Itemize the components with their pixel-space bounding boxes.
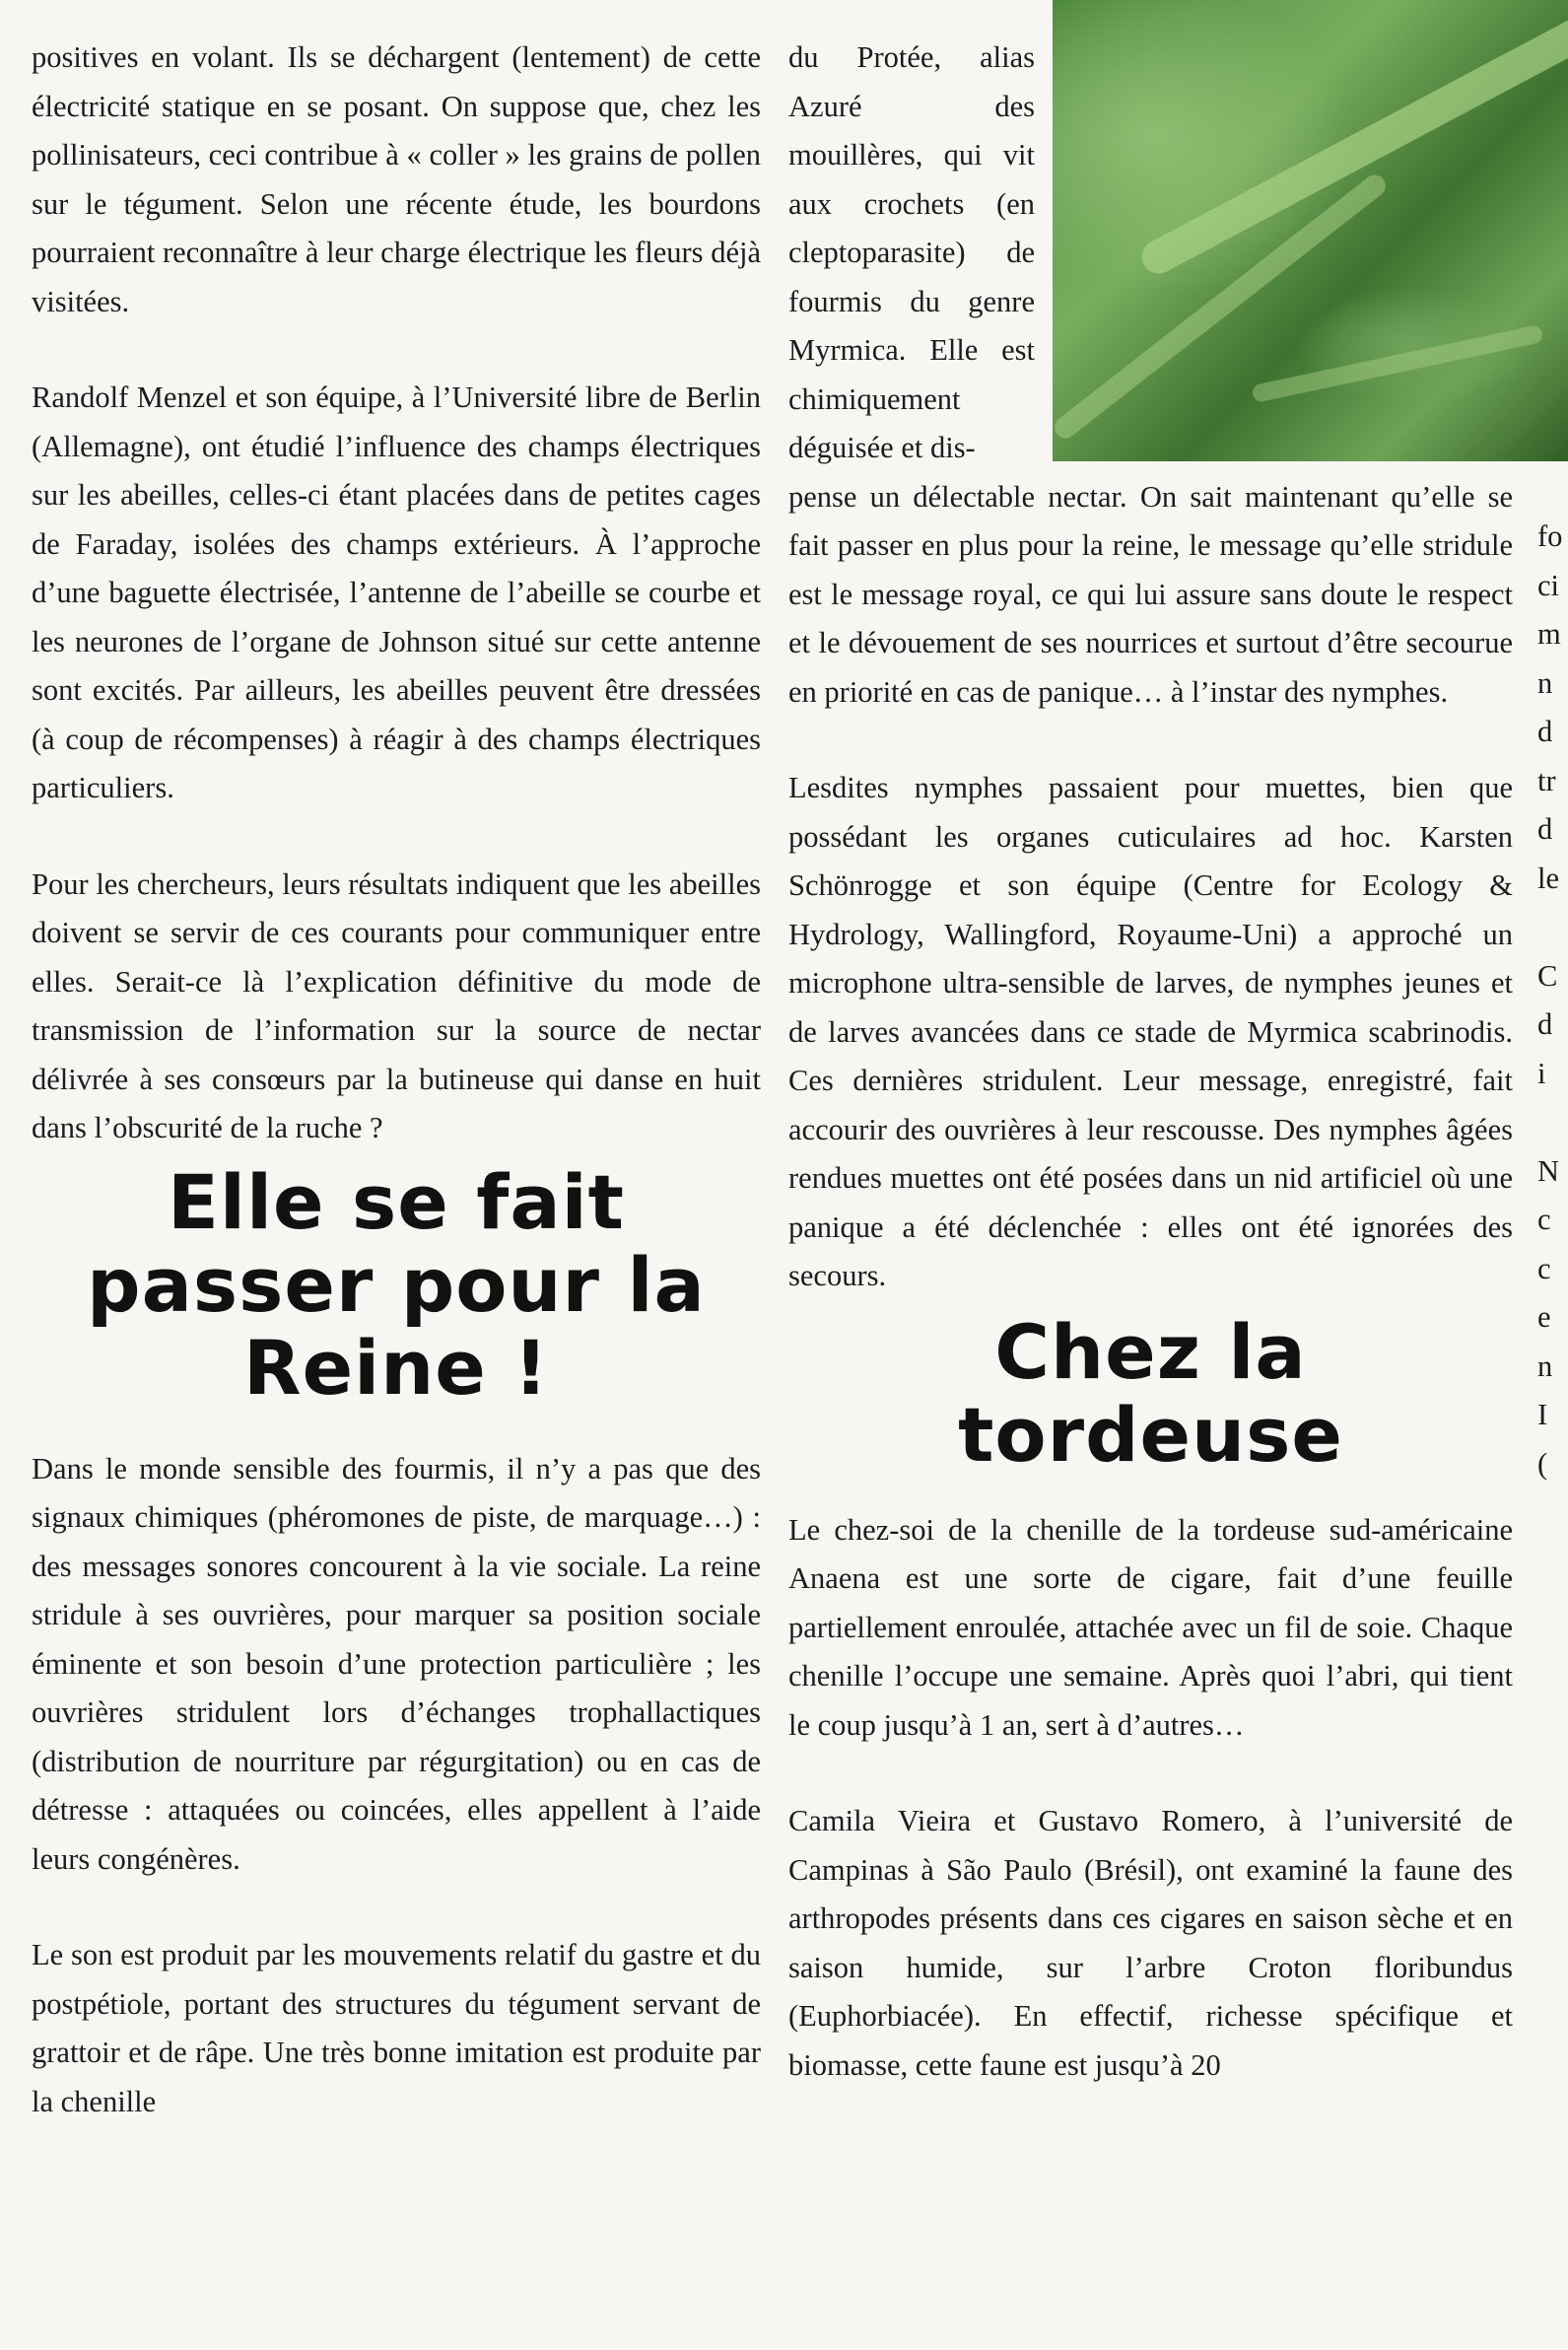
text-fragment: ci — [1537, 568, 1560, 602]
text-fragment: ( — [1537, 1446, 1548, 1481]
text-fragment — [1537, 1098, 1568, 1147]
text-fragment: le — [1537, 861, 1560, 895]
text-fragment: d — [1537, 812, 1553, 846]
text-fragment — [1537, 903, 1568, 952]
text-fragment: C — [1537, 958, 1558, 993]
paragraph: Pour les chercheurs, leurs résultats indiquent que les abeilles doivent se servir de ces courants pour communiquer entre elles. Serait-ce là l’explication définitive du mode de transmission de l’information sur la source de nectar délivrée à ses consœurs par la butineuse qui danse en huit dans l’obscurité de la ruche ? — [32, 866, 761, 1144]
text-fragment: c — [1537, 1203, 1551, 1236]
paragraph: Le son est produit par les mouvements relatif du gastre et du postpétiole, portant des structures du tégument servant de grattoir et de râpe. Une très bonne imitation est produite par la chenille — [32, 1938, 761, 2118]
text-fragment: d — [1537, 715, 1553, 748]
paragraph: Lesdites nymphes passaient pour muettes, bien que possédant les organes cuticulaires ad hoc. Karsten Schönrogge et son équipe (Centre for Ecology & Hydrology, Wallingford, Royaume-Uni) a approché un microphone ultra-sensible de larves, de nymphes jeunes et de larves avancées dans ce stade de Myrmica scabrinodis. Ces dernières stridulent. Leur message, enregistré, fait accourir des ouvrières à leur rescousse. Des nymphes âgées rendues muettes ont été posées dans un nid artificiel où une panique a été déclenchée : elles ont été ignorées des secours. — [788, 771, 1513, 1292]
paragraph: pense un délectable nectar. On sait maintenant qu’elle se fait passer en plus pour la reine, le message qu’elle stridule est le message royal, ce qui lui assure sans doute le respect et le dévouement de ses nourrices et surtout d’être secourue en priorité en cas de panique… à l’instar des nymphes. — [788, 479, 1513, 709]
text-fragment: fo — [1537, 519, 1563, 553]
text-fragment: e — [1537, 1300, 1551, 1334]
text-fragment: n — [1537, 1348, 1553, 1383]
section-heading: Chez la tordeuse — [958, 1307, 1343, 1479]
text-fragment: m — [1537, 617, 1561, 651]
narrow-intro-paragraph: du Protée, alias Azuré des mouillères, qui vit aux crochets (en cleptoparasite) de fourmis du genre Myrmica. Elle est chimiquement déguisée et dis- — [788, 40, 1035, 464]
text-fragment: d — [1537, 1007, 1553, 1041]
text-fragment: I — [1537, 1398, 1548, 1431]
paragraph: Dans le monde sensible des fourmis, il n’y a pas que des signaux chimiques (phéromones de piste, de marquage…) : des messages sonores concourent à la vie sociale. La reine stridule à ses ouvrières, pour marquer sa position sociale éminente et son besoin d’une protection particulière ; les ouvrières stridulent lors d’échanges trophallactiques (distribution de nourriture par régurgitation) ou en cas de détresse : attaquées ou coincées, elles appellent à l’aide leurs congénères. — [32, 1451, 761, 1876]
paragraph: Camila Vieira et Gustavo Romero, à l’université de Campinas à São Paulo (Brésil), ont examiné la faune des arthropodes présents dans ces cigares en saison sèche et en saison humide, sur l’arbre Croton floribundus (Euphorbiacée). En effectif, richesse spécifique et biomasse, cette faune est jusqu’à 20 — [788, 1804, 1513, 2082]
text-fragment: n — [1537, 665, 1553, 700]
paragraph: positives en volant. Ils se déchargent (lentement) de cette électricité statique en se posant. On suppose que, chez les pollinisateurs, ceci contribue à « coller » les grains de pollen sur le tégument. Selon une récente étude, les bourdons pourraient reconnaître à leur charge électrique les fleurs déjà visitées. — [32, 40, 761, 318]
right-column-fragments — [1537, 513, 1568, 1488]
section-heading: Elle se fait passer pour la Reine ! — [87, 1157, 706, 1412]
text-fragment: i — [1537, 1056, 1546, 1090]
paragraph: Randolf Menzel et son équipe, à l’Université libre de Berlin (Allemagne), ont étudié l’influence des champs électriques sur les abeilles, celles-ci étant placées dans de petites cages de Faraday, isolées des champs extérieurs. À l’approche d’une baguette électrisée, l’antenne de l’abeille se courbe et les neurones de l’organe de Johnson situé sur cette antenne sont excités. Par ailleurs, les abeilles peuvent être dressées (à coup de récompenses) à réagir à des champs électriques particuliers. — [32, 380, 761, 804]
middle-column — [788, 34, 1513, 2090]
text-fragment: c — [1537, 1251, 1551, 1285]
text-fragment: N — [1537, 1153, 1560, 1188]
paragraph: Le chez-soi de la chenille de la tordeuse sud-américaine Anaena est une sorte de cigare, fait d’une feuille partiellement enroulée, attachée avec un fil de soie. Chaque chenille l’occupe une semaine. Après quoi l’abri, qui tient le coup jusqu’à 1 an, sert à d’autres… — [788, 1512, 1513, 1742]
left-column — [32, 34, 761, 2126]
text-fragment: tr — [1537, 763, 1556, 797]
